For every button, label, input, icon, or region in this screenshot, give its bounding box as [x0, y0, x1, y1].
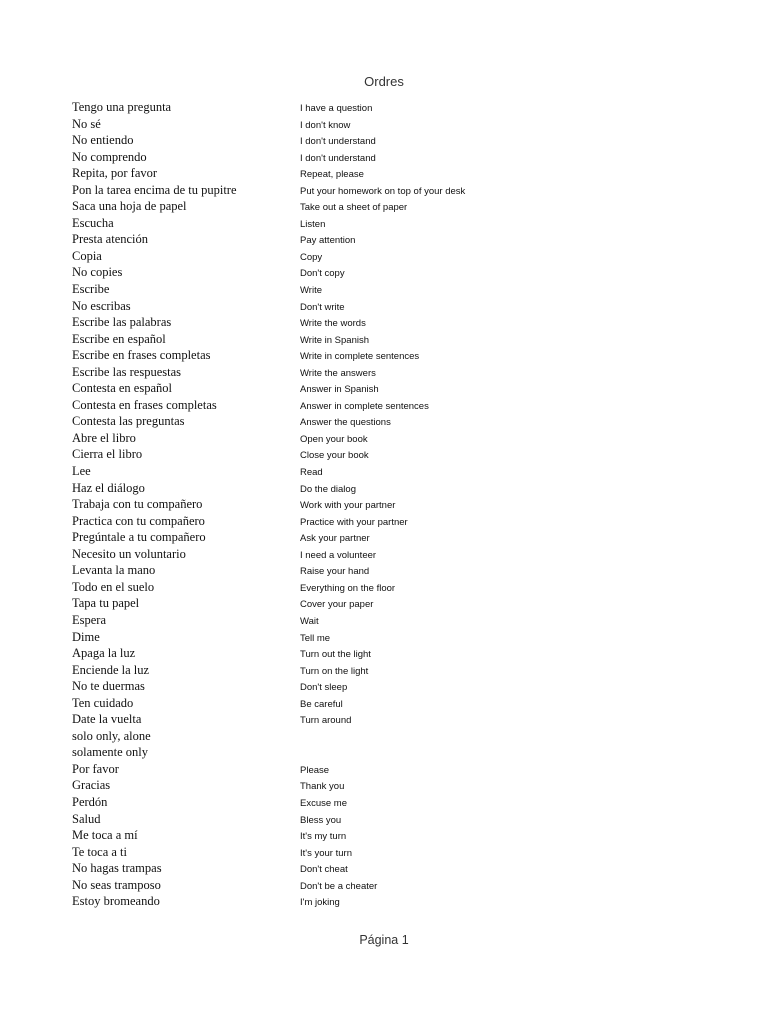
spanish-phrase: Gracias [72, 778, 111, 793]
phrase-list [0, 100, 768, 911]
spanish-phrase: Perdón [72, 794, 108, 809]
spanish-phrase: Escribe las palabras [72, 315, 172, 330]
phrase-row [0, 133, 768, 150]
english-translation: Write in Spanish [300, 334, 369, 346]
phrase-row [0, 530, 768, 547]
phrase-row [0, 563, 768, 580]
phrase-row [0, 861, 768, 878]
phrase-row [0, 663, 768, 680]
spanish-phrase: Abre el libro [72, 430, 136, 445]
english-translation: I don't know [300, 119, 351, 131]
phrase-row [0, 381, 768, 398]
spanish-phrase: No te duermas [72, 679, 145, 694]
phrase-row [0, 199, 768, 216]
phrase-row [0, 497, 768, 514]
english-translation: Turn on the light [300, 665, 369, 677]
english-translation: Don't cheat [300, 864, 348, 876]
phrase-row [0, 828, 768, 845]
spanish-phrase: Contesta las preguntas [72, 414, 185, 429]
page-footer-number: Página 1 [359, 933, 409, 947]
phrase-row [0, 646, 768, 663]
phrase-row [0, 183, 768, 200]
english-translation: Close your book [300, 450, 369, 462]
english-translation: Listen [300, 218, 326, 230]
phrase-row [0, 745, 768, 762]
spanish-phrase: Pregúntale a tu compañero [72, 530, 206, 545]
spanish-phrase: Haz el diálogo [72, 480, 145, 495]
phrase-row [0, 762, 768, 779]
phrase-row [0, 514, 768, 531]
english-translation: Excuse me [300, 797, 347, 809]
spanish-phrase: No seas tramposo [72, 877, 161, 892]
spanish-phrase: Contesta en español [72, 381, 172, 396]
spanish-phrase: Todo en el suelo [72, 579, 155, 594]
spanish-phrase: Saca una hoja de papel [72, 199, 187, 214]
english-translation: Open your book [300, 433, 368, 445]
spanish-phrase: Escribe las respuestas [72, 364, 181, 379]
spanish-phrase: Trabaja con tu compañero [72, 497, 203, 512]
english-translation: Answer in complete sentences [300, 400, 429, 412]
spanish-phrase: Presta atención [72, 232, 149, 247]
phrase-row [0, 712, 768, 729]
phrase-row [0, 630, 768, 647]
english-translation: It's your turn [300, 847, 352, 859]
phrase-row [0, 414, 768, 431]
phrase-row [0, 150, 768, 167]
english-translation: Turn around [300, 715, 352, 727]
english-translation: Don't copy [300, 268, 345, 280]
english-translation: Everything on the floor [300, 582, 396, 594]
spanish-phrase: Me toca a mí [72, 828, 138, 843]
english-translation: Work with your partner [300, 500, 396, 512]
english-translation: Write in complete sentences [300, 351, 420, 363]
english-translation: Don't be a cheater [300, 880, 378, 892]
english-translation: Repeat, please [300, 169, 364, 181]
english-translation: Turn out the light [300, 649, 371, 661]
phrase-row [0, 580, 768, 597]
english-translation: Put your homework on top of your desk [300, 185, 466, 197]
phrase-row [0, 696, 768, 713]
spanish-phrase: Date la vuelta [72, 712, 142, 727]
english-translation: Be careful [300, 698, 343, 710]
english-translation: I need a volunteer [300, 549, 377, 561]
phrase-row [0, 547, 768, 564]
spanish-phrase: Te toca a ti [72, 844, 127, 859]
english-translation: Ask your partner [300, 533, 370, 545]
spanish-phrase: Estoy bromeando [72, 894, 160, 909]
phrase-row [0, 878, 768, 895]
phrase-row [0, 365, 768, 382]
spanish-phrase: Practica con tu compañero [72, 513, 205, 528]
phrase-row [0, 332, 768, 349]
phrase-row [0, 299, 768, 316]
english-translation: Answer the questions [300, 417, 391, 429]
phrase-row [0, 249, 768, 266]
english-translation: Write [300, 285, 322, 297]
phrase-row [0, 282, 768, 299]
spanish-phrase: Escribe en español [72, 331, 166, 346]
phrase-row [0, 613, 768, 630]
spanish-phrase: Lee [72, 464, 91, 479]
english-translation: Please [300, 764, 330, 776]
spanish-phrase: Cierra el libro [72, 447, 143, 462]
phrase-row [0, 100, 768, 117]
spanish-phrase: Por favor [72, 761, 119, 776]
spanish-phrase: No copies [72, 265, 123, 280]
english-translation: I don't understand [300, 136, 376, 148]
english-translation: I'm joking [300, 897, 340, 909]
phrase-row [0, 481, 768, 498]
spanish-phrase: solamente only [72, 745, 149, 760]
phrase-row [0, 679, 768, 696]
english-translation: Bless you [300, 814, 342, 826]
english-translation: I have a question [300, 103, 373, 114]
phrase-row [0, 447, 768, 464]
spanish-phrase: No entiendo [72, 133, 134, 148]
english-translation: Write the answers [300, 367, 376, 379]
phrase-row [0, 845, 768, 862]
phrase-row [0, 596, 768, 613]
spanish-phrase: Escribe [72, 282, 110, 297]
spanish-phrase: Levanta la mano [72, 563, 156, 578]
english-translation: Answer in Spanish [300, 384, 379, 396]
phrase-row [0, 398, 768, 415]
english-translation: Pay attention [300, 235, 356, 247]
english-translation: I don't understand [300, 152, 376, 164]
spanish-phrase: No sé [72, 116, 101, 131]
phrase-row [0, 464, 768, 481]
phrase-row [0, 315, 768, 332]
phrase-row [0, 812, 768, 829]
spanish-phrase: Enciende la luz [72, 662, 150, 677]
english-translation: Read [300, 467, 323, 479]
phrase-row [0, 431, 768, 448]
english-translation: Do the dialog [300, 483, 356, 495]
spanish-phrase: Contesta en frases completas [72, 397, 217, 412]
english-translation: Copy [300, 251, 323, 263]
spanish-phrase: Repita, por favor [72, 166, 158, 181]
english-translation: Tell me [300, 632, 331, 644]
english-translation: Raise your hand [300, 566, 370, 578]
phrase-row [0, 894, 768, 911]
spanish-phrase: Salud [72, 811, 101, 826]
english-translation: Take out a sheet of paper [300, 202, 408, 214]
english-translation: Don't sleep [300, 682, 348, 694]
spanish-phrase: Pon la tarea encima de tu pupitre [72, 182, 237, 197]
english-translation: Write the words [300, 318, 366, 330]
spanish-phrase: Espera [72, 612, 107, 627]
phrase-row [0, 348, 768, 365]
phrase-row [0, 778, 768, 795]
phrase-row [0, 795, 768, 812]
english-translation: Wait [300, 615, 319, 627]
spanish-phrase: solo only, alone [72, 728, 151, 743]
spanish-phrase: Tengo una pregunta [72, 100, 172, 114]
phrase-row [0, 216, 768, 233]
phrase-row [0, 265, 768, 282]
phrase-row [0, 232, 768, 249]
spanish-phrase: Escribe en frases completas [72, 348, 211, 363]
phrase-row [0, 166, 768, 183]
spanish-phrase: Copia [72, 248, 102, 263]
english-translation: Thank you [300, 781, 345, 793]
spanish-phrase: No hagas trampas [72, 861, 162, 876]
spanish-phrase: Escucha [72, 215, 114, 230]
spanish-phrase: No escribas [72, 298, 131, 313]
english-translation: Don't write [300, 301, 345, 313]
spanish-phrase: Dime [72, 629, 100, 644]
spanish-phrase: Apaga la luz [72, 646, 136, 661]
english-translation: It's my turn [300, 831, 347, 843]
spanish-phrase: Ten cuidado [72, 695, 134, 710]
phrase-row [0, 117, 768, 134]
spanish-phrase: Necesito un voluntario [72, 546, 186, 561]
page-header-title: Ordres [364, 74, 404, 89]
english-translation: Practice with your partner [300, 516, 408, 528]
spanish-phrase: Tapa tu papel [72, 596, 140, 611]
spanish-phrase: No comprendo [72, 149, 147, 164]
phrase-row [0, 729, 768, 746]
english-translation: Cover your paper [300, 599, 374, 611]
